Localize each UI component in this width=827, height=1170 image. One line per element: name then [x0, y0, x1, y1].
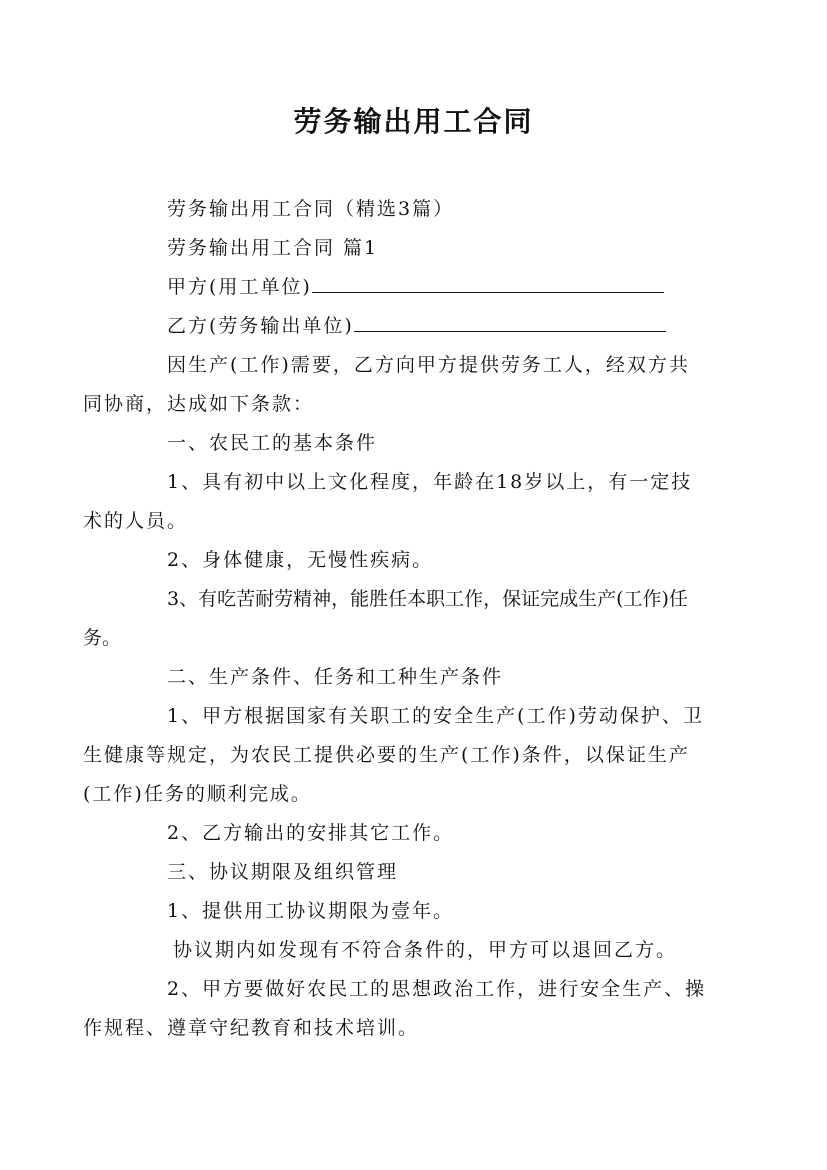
party-a-blank-line	[312, 272, 664, 293]
party-b-label: 乙方(劳务输出单位)	[167, 315, 354, 337]
paragraph-item: 2、乙方输出的安排其它工作。	[167, 822, 455, 844]
paragraph-heading-2: 二、生产条件、任务和工种生产条件	[167, 666, 504, 688]
paragraph-intro: 因生产(工作)需要，乙方向甲方提供劳务工人，经双方共同协商，达成如下条款：	[83, 354, 690, 415]
paragraph-subtitle: 劳务输出用工合同（精选3篇）	[167, 198, 455, 220]
paragraph-party-a	[125, 268, 710, 307]
paragraph-item: 1、甲方根据国家有关职工的安全生产(工作)劳动保护、卫生健康等规定，为农民工提供必要的生产(工作)条件，以保证生产(工作)任务的顺利完成。	[83, 705, 704, 805]
paragraph-heading-3: 三、协议期限及组织管理	[167, 861, 399, 883]
paragraph-item: 2、身体健康，无慢性疾病。	[167, 549, 434, 571]
party-b-blank-line	[354, 311, 666, 332]
paragraph-item: 协议期内如发现有不符合条件的，甲方可以退回乙方。	[173, 939, 678, 961]
party-a-label: 甲方(用工单位)	[167, 276, 312, 298]
paragraph-item: 1、具有初中以上文化程度，年龄在18岁以上，有一定技术的人员。	[83, 471, 693, 532]
paragraph-heading-1: 一、农民工的基本条件	[167, 432, 378, 454]
paragraph-item: 3、有吃苦耐劳精神，能胜任本职工作，保证完成生产(工作)任务。	[83, 588, 688, 649]
paragraph-party-b	[125, 307, 710, 346]
document-title: 劳务输出用工合同	[293, 105, 534, 138]
paragraph-item: 2、甲方要做好农民工的思想政治工作，进行安全生产、操作规程、遵章守纪教育和技术培训。	[83, 978, 707, 1039]
paragraph-section-heading: 劳务输出用工合同 篇1	[167, 237, 379, 259]
paragraph-item: 1、提供用工协议期限为壹年。	[167, 900, 455, 922]
document-body	[83, 190, 710, 1048]
